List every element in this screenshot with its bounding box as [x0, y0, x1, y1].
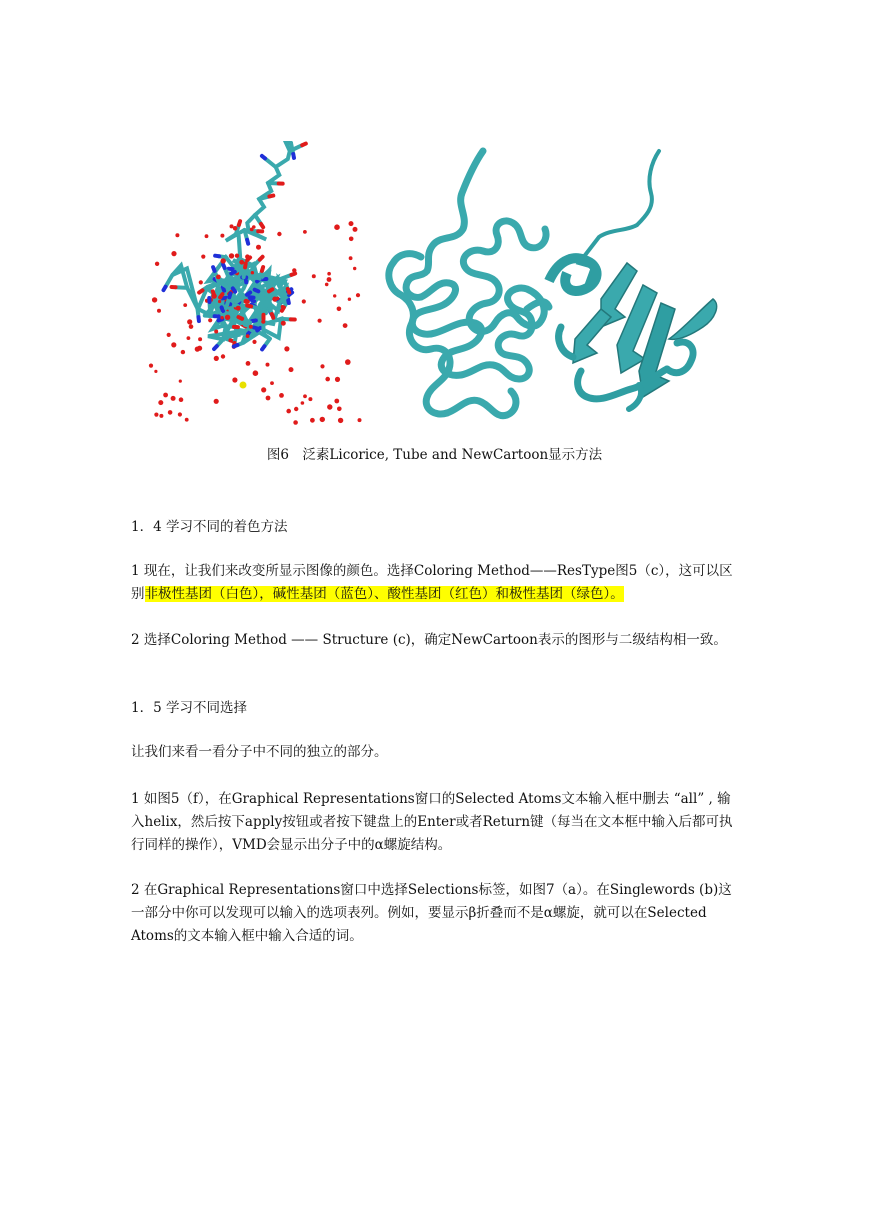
- water-oxygen: [253, 370, 259, 376]
- water-oxygen: [348, 298, 351, 301]
- water-oxygen: [159, 414, 163, 418]
- water-oxygen: [220, 234, 224, 238]
- water-oxygen: [175, 233, 179, 237]
- water-oxygen: [157, 309, 161, 313]
- heteroatom-bond: [288, 299, 289, 303]
- section-1-5-paragraph-1: 1 如图5（f），在Graphical Representations窗口的Selected Atoms文本输入框中删去 “all” , 输入helix，然后按下apply按钮或者按下键盘上的Enter或者Return键（每当在文本框中输入后都可执行同样的操作），VMD会显示出分子中的α螺旋结构。: [131, 791, 733, 853]
- water-oxygen: [233, 226, 238, 231]
- water-oxygen: [187, 319, 192, 324]
- heteroatom-bond: [254, 327, 258, 328]
- water-oxygen: [335, 377, 340, 382]
- water-oxygen: [353, 227, 358, 232]
- heteroatom-bond: [233, 288, 235, 291]
- water-oxygen: [292, 268, 296, 272]
- water-oxygen: [266, 363, 270, 367]
- water-oxygen: [205, 234, 209, 238]
- licorice-panel: [149, 143, 362, 425]
- heteroatom-bond: [250, 299, 254, 301]
- water-oxygen: [216, 275, 221, 280]
- protein-figure: [131, 113, 735, 439]
- water-oxygen: [261, 320, 265, 324]
- water-oxygen: [239, 260, 244, 265]
- water-oxygen: [289, 367, 294, 372]
- heteroatom-bond: [239, 221, 240, 225]
- heteroatom-bond: [223, 287, 224, 291]
- water-oxygen: [349, 221, 354, 226]
- section-1-4-heading: 1．4 学习不同的着色方法: [131, 519, 288, 535]
- heteroatom-bond: [245, 263, 246, 267]
- section-1-5-intro: 让我们来看一看分子中不同的独立的部分。: [131, 744, 388, 760]
- heteroatom-bond: [238, 317, 242, 319]
- section-1-4-paragraph-1: [131, 560, 741, 606]
- heteroatom-bond: [222, 307, 223, 311]
- water-oxygen: [345, 359, 351, 365]
- water-oxygen: [236, 306, 241, 311]
- water-oxygen: [155, 262, 159, 266]
- section-1-4-paragraph-2: 2 选择Coloring Method —— Structure (c)，确定NewCartoon表示的图形与二级结构相一致。: [131, 632, 727, 648]
- water-oxygen: [189, 324, 194, 329]
- water-oxygen: [334, 224, 340, 230]
- heteroatom-bond: [262, 156, 265, 159]
- water-oxygen: [356, 293, 360, 297]
- water-oxygen: [149, 364, 153, 368]
- water-oxygen: [244, 299, 249, 304]
- water-oxygen: [249, 325, 253, 329]
- paragraph-text: 1 现在，让我们来改变所显示图像的颜色。选择Coloring Method——ResType图5（c），这可以区别: [131, 563, 733, 602]
- heteroatom-bond: [291, 273, 295, 274]
- water-oxygen: [277, 232, 281, 236]
- heteroatom-bond: [199, 290, 202, 292]
- figure-caption: 图6 泛素Licorice, Tube and NewCartoon显示方法: [266, 447, 603, 463]
- water-oxygen: [272, 297, 277, 302]
- water-oxygen: [318, 319, 322, 323]
- water-oxygen: [214, 330, 218, 334]
- heteroatom-bond: [261, 224, 263, 227]
- heteroatom-bond: [229, 293, 230, 297]
- water-oxygen: [358, 418, 362, 422]
- heteroatom-bond: [213, 267, 214, 271]
- water-oxygen: [279, 393, 284, 398]
- water-oxygen: [220, 316, 223, 319]
- heteroatom-bond: [223, 264, 225, 268]
- water-oxygen: [158, 400, 163, 405]
- water-oxygen: [251, 271, 254, 274]
- water-oxygen: [179, 380, 182, 383]
- heteroatom-bond: [220, 294, 222, 297]
- water-oxygen: [327, 272, 331, 276]
- heteroatom-bond: [262, 346, 264, 349]
- water-oxygen: [171, 342, 176, 347]
- water-oxygen: [168, 410, 173, 415]
- water-oxygen: [349, 256, 353, 260]
- water-oxygen: [154, 370, 157, 373]
- side-chain-bond: [265, 158, 276, 167]
- water-oxygen: [266, 396, 271, 401]
- section-1-5-heading: 1．5 学习不同选择: [131, 700, 247, 716]
- water-oxygen: [198, 337, 202, 341]
- water-oxygen: [214, 356, 219, 361]
- water-oxygen: [327, 277, 332, 282]
- water-oxygen: [218, 300, 221, 303]
- heteroatom-bond: [218, 319, 222, 320]
- water-oxygen: [333, 294, 336, 297]
- sulfur-atom: [240, 382, 247, 389]
- water-oxygen: [229, 253, 234, 258]
- water-oxygen: [152, 297, 157, 302]
- water-oxygen: [294, 407, 298, 411]
- water-oxygen: [312, 274, 316, 278]
- newcartoon-panel: [549, 151, 717, 409]
- water-oxygen: [201, 255, 205, 259]
- water-oxygen: [334, 399, 339, 404]
- water-oxygen: [320, 417, 325, 422]
- heteroatom-bond: [163, 287, 165, 290]
- heteroatom-bond: [255, 290, 259, 292]
- water-oxygen: [225, 315, 230, 320]
- heteroatom-bond: [231, 272, 235, 274]
- water-oxygen: [181, 350, 185, 354]
- water-oxygen: [337, 307, 342, 312]
- water-oxygen: [171, 251, 176, 256]
- water-oxygen: [353, 267, 356, 270]
- water-oxygen: [337, 407, 342, 412]
- side-chain-bond: [166, 275, 173, 287]
- water-oxygen: [325, 283, 329, 287]
- water-oxygen: [320, 364, 324, 368]
- water-oxygen: [187, 336, 191, 340]
- heteroatom-bond: [222, 298, 226, 299]
- heteroatom-bond: [272, 314, 273, 318]
- water-oxygen: [197, 346, 202, 351]
- protein-figure-image: [131, 113, 735, 439]
- water-oxygen: [171, 396, 176, 401]
- heteroatom-bond: [262, 267, 263, 271]
- water-oxygen: [183, 303, 187, 307]
- water-oxygen: [185, 418, 189, 422]
- water-oxygen: [252, 340, 256, 344]
- water-oxygen: [270, 381, 274, 385]
- water-oxygen: [221, 354, 225, 358]
- water-oxygen: [252, 225, 256, 229]
- heteroatom-bond: [269, 289, 272, 291]
- highlighted-text: 非极性基团（白色），碱性基团（蓝色）、酸性基团（红色）和极性基团（绿色）。: [144, 586, 624, 602]
- water-oxygen: [302, 299, 306, 303]
- water-oxygen: [325, 377, 330, 382]
- water-oxygen: [338, 418, 343, 423]
- water-oxygen: [221, 258, 226, 263]
- water-oxygen: [246, 334, 250, 338]
- water-oxygen: [178, 412, 182, 416]
- heteroatom-bond: [214, 346, 217, 349]
- water-oxygen: [293, 420, 298, 425]
- heteroatom-bond: [234, 345, 238, 346]
- water-oxygen: [303, 230, 307, 234]
- water-oxygen: [214, 399, 219, 404]
- water-oxygen: [211, 293, 216, 298]
- heteroatom-bond: [269, 196, 273, 197]
- section-1-5-paragraph-2: 2 在Graphical Representations窗口中选择Selections标签，如图7（a）。在Singlewords (b)这一部分中你可以发现可以输入的选项表列。例如，要显示β折叠而不是α螺旋，就可以在Selected Atoms的文本输入框中输入合适的词。: [131, 882, 732, 944]
- water-oxygen: [308, 397, 312, 401]
- water-oxygen: [286, 409, 291, 414]
- water-oxygen: [154, 413, 158, 417]
- water-oxygen: [232, 377, 237, 382]
- water-oxygen: [281, 321, 286, 326]
- heteroatom-bond: [252, 320, 256, 321]
- water-oxygen: [343, 323, 348, 328]
- water-oxygen: [301, 401, 305, 405]
- heteroatom-bond: [247, 240, 248, 244]
- heteroatom-bond: [293, 154, 294, 158]
- water-oxygen: [261, 387, 266, 392]
- water-oxygen: [245, 254, 250, 259]
- heteroatom-bond: [247, 306, 251, 307]
- water-oxygen: [179, 397, 184, 402]
- water-oxygen: [256, 245, 261, 250]
- water-oxygen: [303, 394, 307, 398]
- heteroatom-bond: [247, 292, 250, 294]
- water-oxygen: [167, 333, 171, 337]
- heteroatom-bond: [215, 256, 219, 257]
- water-oxygen: [281, 305, 284, 308]
- tube-panel: [389, 151, 549, 416]
- water-oxygen: [246, 361, 251, 366]
- water-oxygen: [199, 280, 203, 284]
- water-oxygen: [235, 254, 239, 258]
- water-oxygen: [327, 404, 332, 409]
- water-oxygen: [310, 418, 315, 423]
- heteroatom-bond: [260, 257, 263, 260]
- water-oxygen: [284, 346, 289, 351]
- water-oxygen: [208, 318, 212, 322]
- heteroatom-bond: [288, 289, 290, 293]
- water-oxygen: [163, 393, 168, 398]
- water-oxygen: [349, 237, 354, 242]
- heteroatom-bond: [302, 144, 306, 146]
